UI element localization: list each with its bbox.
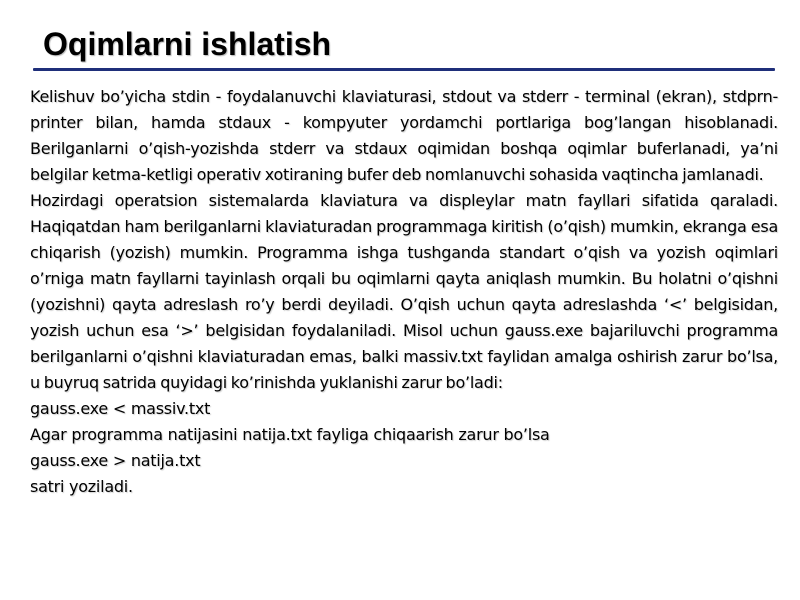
text-line-closing: satri yoziladi. xyxy=(30,477,133,496)
command-example-input: gauss.exe < massiv.txt xyxy=(30,399,211,418)
slide-body xyxy=(30,84,778,500)
paragraph-streams-default: Kelishuv bo’yicha stdin - foydalanuvchi klaviaturasi, stdout va stderr - terminal (ekran), stdprn- printer bilan, hamda stdaux - kompyuter yordamchi portlariga bog’langan hisoblanadi. Berilganlarni o’qish-yozishda stderr va stdaux oqimidan boshqa oqimlar buferlanadi, ya’ni belgilar ketma-ketligi operativ xotiraning bufer deb nomlanuvchi sohasida vaqtincha jamlanadi. xyxy=(30,87,778,184)
slide-title: Oqimlarni ishlatish xyxy=(43,26,332,62)
paragraph-redirection: Hozirdagi operatsion sistemalarda klaviatura va displeylar matn fayllari sifatida qaraladi. Haqiqatdan ham berilganlarni klaviaturadan programmaga kiritish (o’qish) mumkin, ekranga esa chiqarish (yozish) mumkin. Programma ishga tushganda standart o’qish va yozish oqimlari o’rniga matn fayllarni tayinlash orqali bu oqimlarni qayta aniqlash mumkin. Bu holatni o’qishni (yozishni) qayta adreslash ro’y berdi deyiladi. O’qish uchun qayta adreslashda ‘<’ belgisidan, yozish uchun esa ‘>’ belgisidan foydalaniladi. Misol uchun gauss.exe bajariluvchi programma berilganlarni o’qishni klaviaturadan emas, balki massiv.txt faylidan amalga oshirish zarur bo’lsa, u buyruq satrida quyidagi ko’rinishda yuklanishi zarur bo’ladi: xyxy=(30,191,778,392)
command-example-output: gauss.exe > natija.txt xyxy=(30,451,201,470)
title-underline xyxy=(33,68,775,71)
text-line-output-intro: Agar programma natijasini natija.txt fayliga chiqaarish zarur bo’lsa xyxy=(30,425,550,444)
